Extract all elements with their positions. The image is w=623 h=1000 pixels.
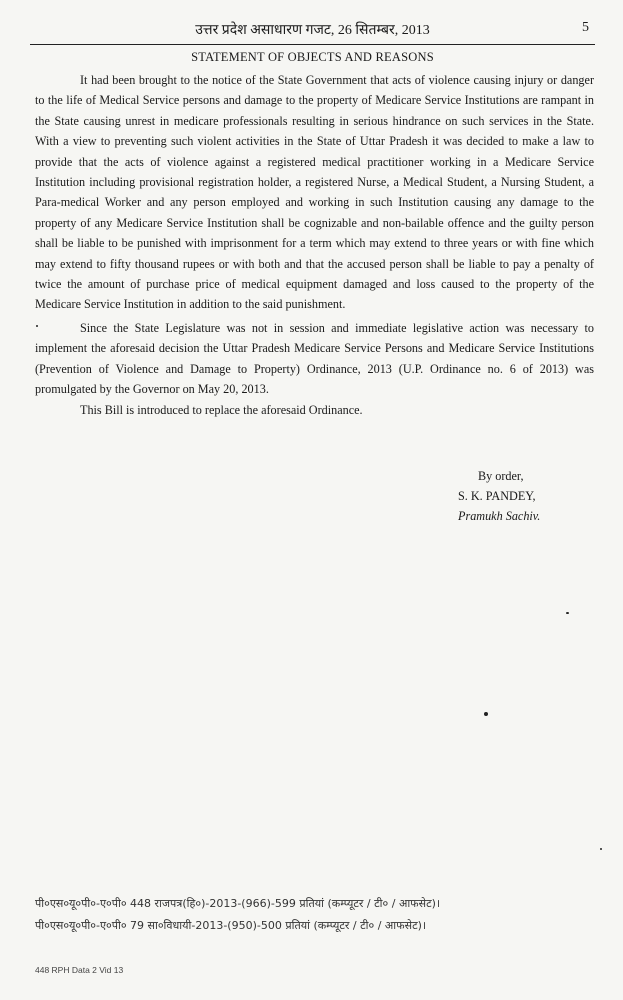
scan-speck — [566, 612, 569, 614]
signatory-designation: Pramukh Sachiv. — [458, 509, 541, 523]
scan-speck — [600, 848, 602, 850]
print-code: 448 RPH Data 2 Vid 13 — [35, 965, 124, 975]
statement-paragraph-1: It had been brought to the notice of the State Government that acts of violence causing injury or danger to the life of Medical Service persons and damage to the property of Medicare Service Institutions are rampant in the State causing unrest in medicare professionals resulting in serious hindrance on such services in the State. With a view to preventing such violent activities in the State of Uttar Pradesh it was decided to make a law to provide that the acts of violence against a registered medical practitioner working in a Medicare Service Institution including provisional registration holder, a registered Nurse, a Medical Student, a Nursing Student, a Para-medical Worker and any person employed and working in such Institution causing any damage to the property of any Medicare Service Institution shall be cognizable and non-bailable offence and the guilty person shall be liable to be punished with imprisonment for a term which may extend to three years or with fine which may extend to fifty thousand rupees or with both and that the accused person shall be liable to pay a penalty of twice the amount of purchase price of medical equipment damaged and loss caused to the property of the Medicare Service Institution in addition to the said punishment. — [35, 73, 594, 312]
statement-title: STATEMENT OF OBJECTS AND REASONS — [191, 50, 434, 64]
gazette-header-title: उत्तर प्रदेश असाधारण गजट, 26 सितम्बर, 2013 — [195, 23, 430, 38]
scan-speck — [36, 325, 38, 327]
statement-paragraph-3: This Bill is introduced to replace the aforesaid Ordinance. — [80, 403, 363, 417]
print-detail-line: पी०एस०यू०पी०-ए०पी० 448 राजपत्र(हि०)-2013-(966)-599 प्रतियां (कम्प्यूटर / टी० / आफसेट)। — [35, 897, 441, 910]
statement-paragraph-2: Since the State Legislature was not in session and immediate legislative action was necessary to implement the aforesaid decision the Uttar Pradesh Medicare Service Persons and Medicare Service Institutions (Prevention of Violence and Damage to Property) Ordinance, 2013 (U.P. Ordinance no. 6 of 2013) was promulgated by the Governor on May 20, 2013. — [35, 321, 594, 397]
page-number: 5 — [582, 20, 589, 35]
signatory-name: S. K. PANDEY, — [458, 489, 536, 503]
print-detail-line: पी०एस०यू०पी०-ए०पी० 79 सा०विधायी-2013-(950)-500 प्रतियां (कम्प्यूटर / टी० / आफसेट)। — [35, 919, 427, 932]
by-order-text: By order, — [478, 469, 524, 483]
signature-block — [458, 466, 540, 526]
page-header — [30, 18, 595, 45]
scan-speck — [484, 712, 488, 716]
print-details — [35, 893, 595, 937]
